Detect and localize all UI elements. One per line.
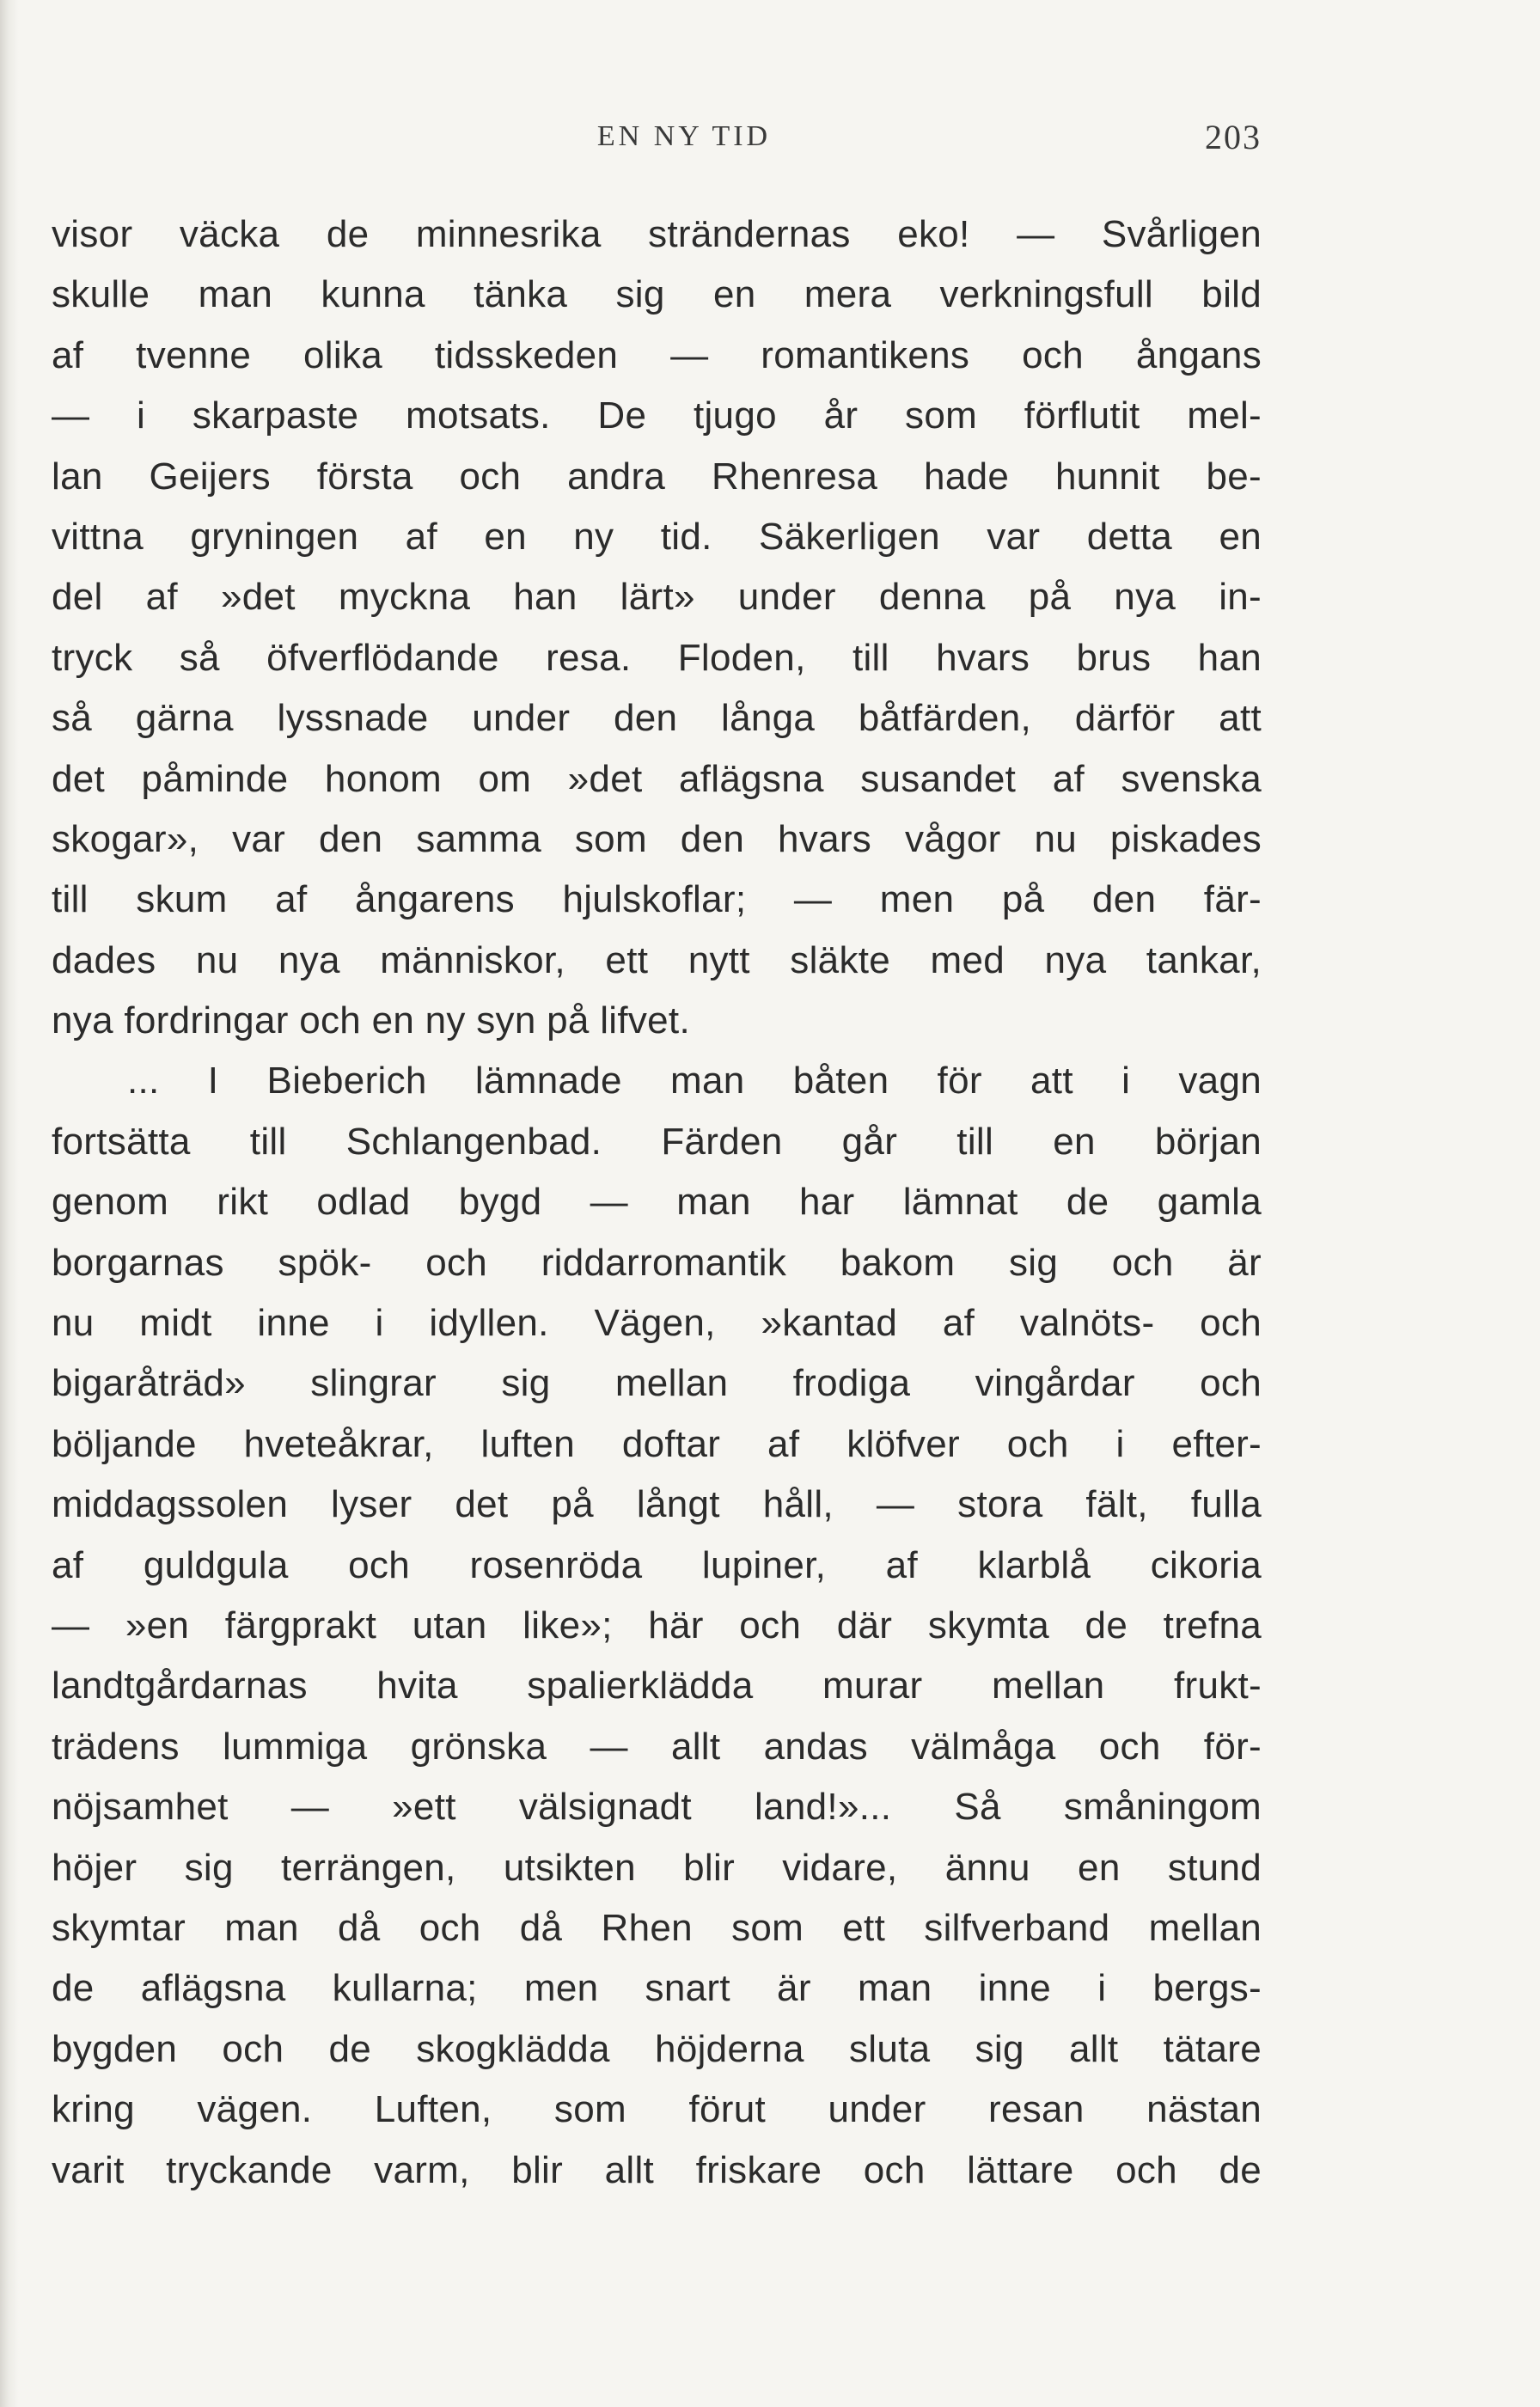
text-line: kring vägen. Luften, som förut under resan nästan — [52, 2088, 1262, 2131]
text-line: nöjsamhet — »ett välsignadt land!»... Så småningom — [52, 1786, 1262, 1829]
text-line: böljande hveteåkrar, luften doftar af klöfver och i efter- — [52, 1422, 1262, 1465]
text-line: del af »det myckna han lärt» under denna på nya in- — [52, 576, 1262, 619]
text-line: så gärna lyssnade under den långa båtfärden, därför att — [52, 697, 1262, 740]
text-line: lan Geijers första och andra Rhenresa hade hunnit be- — [52, 455, 1262, 498]
text-line: det påminde honom om »det aflägsna susandet af svenska — [52, 757, 1262, 800]
running-head — [52, 117, 1262, 168]
text-line: fortsätta till Schlangenbad. Färden går till en början — [52, 1120, 1262, 1163]
text-line: varit tryckande varm, blir allt friskare och lättare och de — [52, 2148, 1262, 2191]
text-line: borgarnas spök- och riddarromantik bakom sig och är — [52, 1241, 1262, 1284]
text-line: — »en färgprakt utan like»; här och där skymta de trefna — [52, 1604, 1262, 1646]
text-line: af guldgula och rosenröda lupiner, af klarblå cikoria — [52, 1543, 1262, 1586]
body-text — [52, 205, 1262, 2201]
text-line: — i skarpaste motsats. De tjugo år som förflutit mel- — [52, 394, 1262, 437]
text-line: middagssolen lyser det på långt håll, — stora fält, fulla — [52, 1483, 1262, 1526]
page-gutter-edge — [0, 0, 19, 2407]
text-line: bigaråträd» slingrar sig mellan frodiga vingårdar och — [52, 1362, 1262, 1405]
text-line: nya fordringar och en ny syn på lifvet. — [52, 999, 690, 1042]
text-line: de aflägsna kullarna; men snart är man inne i bergs- — [52, 1967, 1262, 2010]
text-line: vittna gryningen af en ny tid. Säkerligen var detta en — [52, 515, 1262, 558]
running-title: EN NY TID — [596, 120, 772, 152]
text-line: skogar», var den samma som den hvars vågor nu piskades — [52, 817, 1262, 860]
text-line: till skum af ångarens hjulskoflar; — men på den fär- — [52, 878, 1262, 921]
text-line: nu midt inne i idyllen. Vägen, »kantad af valnöts- och — [52, 1302, 1262, 1345]
text-line: tryck så öfverflödande resa. Floden, till hvars brus han — [52, 636, 1262, 679]
text-line: af tvenne olika tidsskeden — romantikens och ångans — [52, 333, 1262, 376]
text-line: höjer sig terrängen, utsikten blir vidare, ännu en stund — [52, 1846, 1262, 1889]
text-line: ... I Bieberich lämnade man båten för att i vagn — [127, 1060, 1262, 1103]
text-line: trädens lummiga grönska — allt andas välmåga och för- — [52, 1725, 1262, 1768]
text-line: bygden och de skogklädda höjderna sluta sig allt tätare — [52, 2027, 1262, 2070]
text-line: visor väcka de minnesrika strändernas eko! — Svårligen — [52, 213, 1262, 255]
text-line: skymtar man då och då Rhen som ett silfverband mellan — [52, 1906, 1262, 1949]
text-line: landtgårdarnas hvita spalierklädda murar mellan frukt- — [52, 1665, 1262, 1708]
text-line: genom rikt odlad bygd — man har lämnat de gamla — [52, 1181, 1262, 1224]
text-line: dades nu nya människor, ett nytt släkte med nya tankar, — [52, 938, 1262, 981]
text-line: skulle man kunna tänka sig en mera verkningsfull bild — [52, 273, 1262, 316]
page-number: 203 — [1205, 118, 1262, 156]
